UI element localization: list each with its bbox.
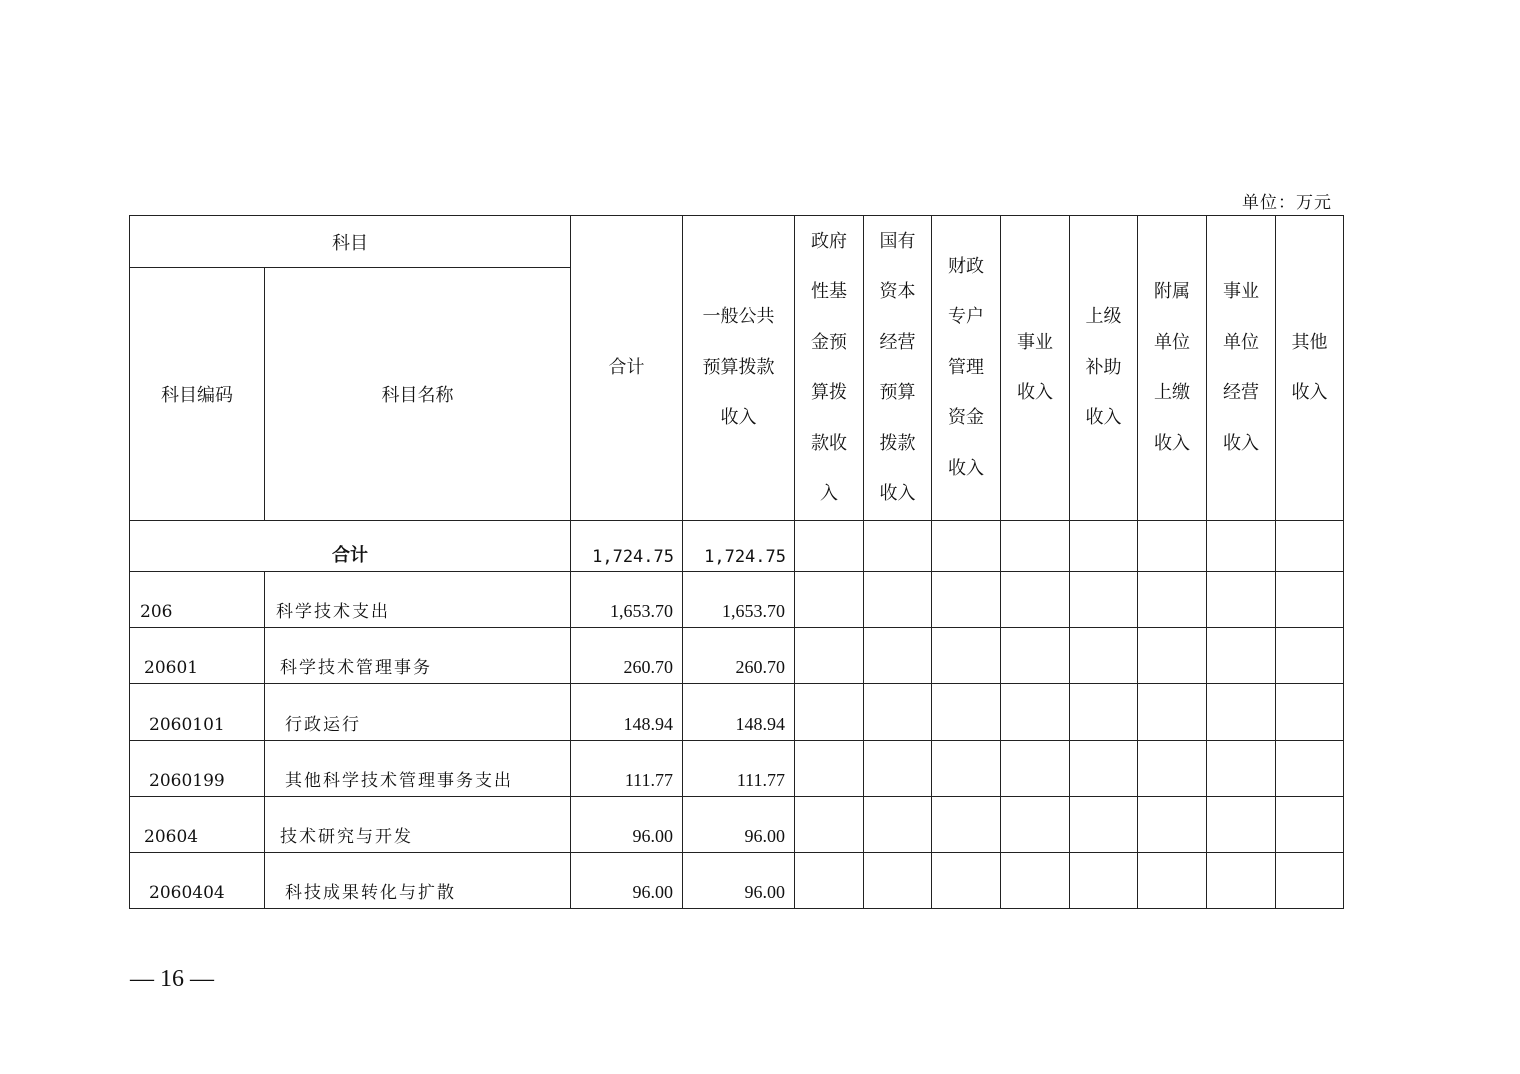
page-number: — 16 — [130, 966, 214, 992]
row-total: 96.00 [571, 852, 683, 908]
row-total: 111.77 [571, 740, 683, 796]
row-name: 科技成果转化与扩散 [265, 852, 571, 908]
col-header-operating-income: 事业单位经营收入 [1207, 216, 1276, 521]
col-header-general-budget: 一般公共预算拨款收入 [683, 216, 795, 521]
row-name: 技术研究与开发 [265, 796, 571, 852]
row-general-budget: 1,653.70 [683, 572, 795, 628]
row-code: 2060199 [130, 740, 265, 796]
table-row [130, 572, 1344, 628]
row-name: 其他科学技术管理事务支出 [265, 740, 571, 796]
row-code: 20601 [130, 628, 265, 684]
row-total: 1,653.70 [571, 572, 683, 628]
row-general-budget: 111.77 [683, 740, 795, 796]
budget-income-table [129, 215, 1344, 909]
total-general-budget: 1,724.75 [683, 521, 795, 572]
row-general-budget: 260.70 [683, 628, 795, 684]
col-header-superior-subsidy: 上级补助收入 [1070, 216, 1138, 521]
row-total: 148.94 [571, 684, 683, 740]
header-row-1 [130, 216, 1344, 268]
row-code: 20604 [130, 796, 265, 852]
row-name: 行政运行 [265, 684, 571, 740]
total-amount: 1,724.75 [571, 521, 683, 572]
row-general-budget: 148.94 [683, 684, 795, 740]
unit-label: 单位：万元 [1242, 193, 1332, 213]
table-row [130, 684, 1344, 740]
row-total: 260.70 [571, 628, 683, 684]
row-code: 2060101 [130, 684, 265, 740]
col-header-business-income: 事业收入 [1001, 216, 1070, 521]
table-row [130, 852, 1344, 908]
col-header-total: 合计 [571, 216, 683, 521]
row-name: 科学技术管理事务 [265, 628, 571, 684]
row-code: 206 [130, 572, 265, 628]
table-row [130, 628, 1344, 684]
col-header-state-capital: 国有资本经营预算拨款收入 [864, 216, 932, 521]
table-row [130, 796, 1344, 852]
col-header-special-account: 财政专户管理资金收入 [932, 216, 1001, 521]
table-row [130, 740, 1344, 796]
col-header-other-income: 其他收入 [1276, 216, 1344, 521]
col-header-gov-fund: 政府性基金预算拨款收入 [795, 216, 864, 521]
total-label: 合计 [130, 521, 571, 572]
subject-name-header: 科目名称 [265, 268, 571, 521]
subject-code-header: 科目编码 [130, 268, 265, 521]
subject-group-header: 科目 [130, 216, 571, 268]
row-general-budget: 96.00 [683, 852, 795, 908]
row-total: 96.00 [571, 796, 683, 852]
row-name: 科学技术支出 [265, 572, 571, 628]
row-code: 2060404 [130, 852, 265, 908]
col-header-affiliate-remit: 附属单位上缴收入 [1138, 216, 1207, 521]
row-general-budget: 96.00 [683, 796, 795, 852]
total-row [130, 521, 1344, 572]
